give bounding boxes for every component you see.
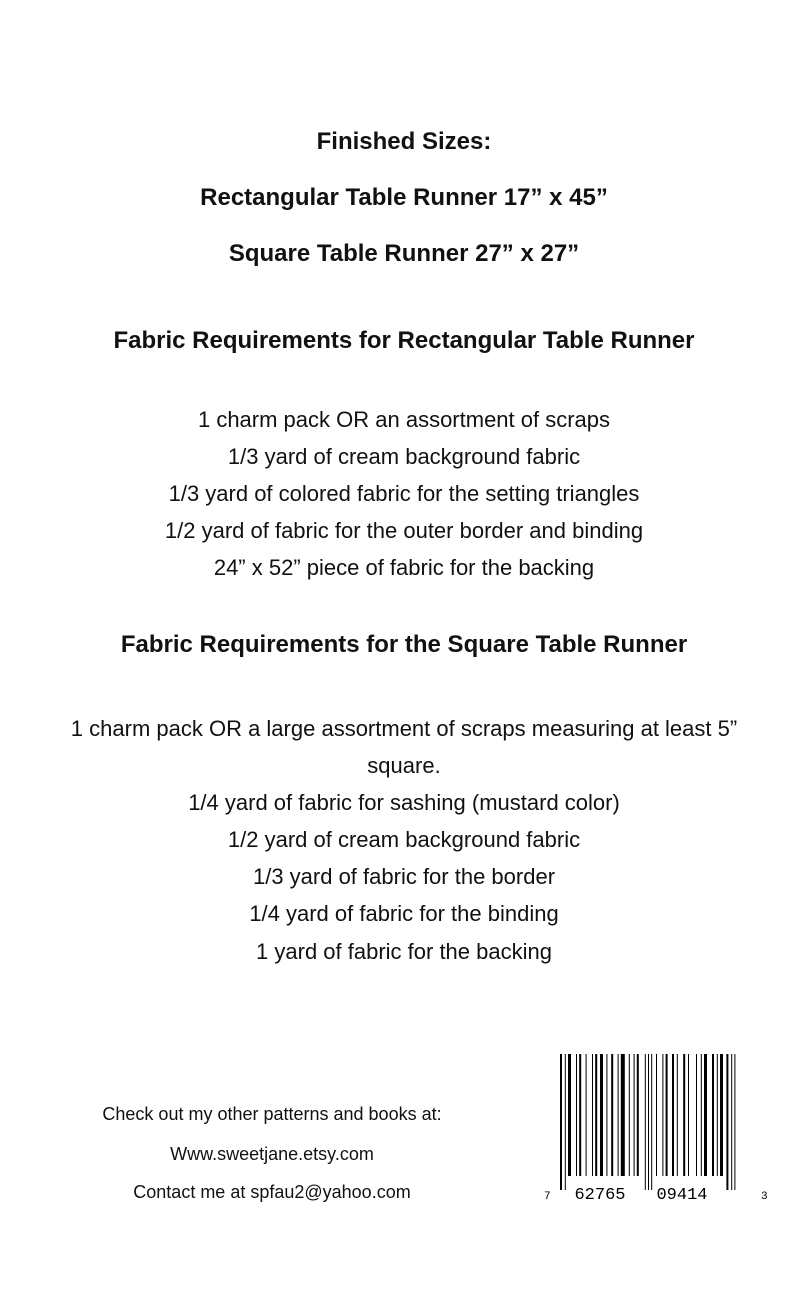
barcode-bar xyxy=(696,1054,697,1176)
barcode-bar xyxy=(595,1054,597,1176)
barcode-bar xyxy=(677,1054,678,1176)
barcode-graphic xyxy=(540,1050,770,1210)
rectangular-size-line: Rectangular Table Runner 17” x 45” xyxy=(200,184,608,211)
barcode-bar xyxy=(726,1054,728,1190)
square-item-first: 1 charm pack OR a large assortment of scraps measuring at least 5” xyxy=(70,716,738,741)
barcode-digit-left: 7 xyxy=(544,1191,551,1203)
rect-requirements-heading: Fabric Requirements for Rectangular Table Runner xyxy=(113,327,695,354)
barcode-bar xyxy=(560,1054,562,1190)
barcode-bar xyxy=(662,1054,663,1176)
barcode-bar xyxy=(629,1054,630,1176)
footer-patterns-line: Check out my other patterns and books at: xyxy=(102,1104,442,1124)
barcode-bar xyxy=(648,1054,649,1190)
barcode-bar xyxy=(717,1054,718,1176)
barcode-bar xyxy=(592,1054,593,1176)
barcode-bar xyxy=(712,1054,714,1176)
barcode-bar xyxy=(734,1054,735,1190)
barcode-bar xyxy=(704,1054,707,1176)
rect-item: 1/3 yard of colored fabric for the setting triangles xyxy=(168,481,640,506)
finished-sizes-heading: Finished Sizes: xyxy=(316,128,492,155)
barcode-bar xyxy=(606,1054,607,1176)
barcode-bar xyxy=(600,1054,603,1176)
barcode-bar xyxy=(568,1054,571,1176)
barcode-bar xyxy=(666,1054,668,1176)
square-item: 1 yard of fabric for the backing xyxy=(256,939,552,964)
barcode-bar xyxy=(579,1054,581,1176)
barcode-bar xyxy=(637,1054,639,1176)
barcode-bar xyxy=(611,1054,613,1176)
rect-item: 1/3 yard of cream background fabric xyxy=(227,444,581,469)
barcode-digit-right: 3 xyxy=(761,1191,768,1203)
barcode-bar xyxy=(645,1054,646,1190)
square-item: 1/3 yard of fabric for the border xyxy=(252,864,556,889)
barcode-bar xyxy=(656,1054,657,1176)
barcode-bar xyxy=(651,1054,652,1190)
barcode-bar xyxy=(565,1054,566,1190)
rect-item: 1/2 yard of fabric for the outer border and binding xyxy=(164,518,644,543)
rect-item: 24” x 52” piece of fabric for the backing xyxy=(213,555,595,580)
barcode-bar xyxy=(683,1054,685,1176)
rect-item: 1 charm pack OR an assortment of scraps xyxy=(197,407,611,432)
barcode-group-2: 09414 xyxy=(656,1186,708,1205)
barcode-bar xyxy=(586,1054,587,1176)
square-item: 1/4 yard of fabric for the binding xyxy=(249,901,559,926)
square-item: 1/2 yard of cream background fabric xyxy=(227,827,581,852)
barcode-bar xyxy=(576,1054,577,1176)
square-size-line: Square Table Runner 27” x 27” xyxy=(228,240,580,267)
barcode-bar xyxy=(720,1054,723,1176)
footer-website: Www.sweetjane.etsy.com xyxy=(170,1144,374,1164)
barcode-bar xyxy=(672,1054,674,1176)
footer-contact-email: Contact me at spfau2@yahoo.com xyxy=(133,1182,411,1202)
barcode xyxy=(540,1050,770,1210)
barcode-bar xyxy=(634,1054,635,1176)
barcode-group-1: 62765 xyxy=(574,1186,626,1205)
barcode-bar xyxy=(618,1054,619,1176)
barcode-bar xyxy=(731,1054,732,1190)
barcode-bar xyxy=(688,1054,689,1176)
barcode-bar xyxy=(621,1054,625,1176)
square-item-first-wrap: square. xyxy=(367,753,441,778)
barcode-bar xyxy=(701,1054,702,1176)
square-item: 1/4 yard of fabric for sashing (mustard color) xyxy=(188,790,620,815)
square-requirements-heading: Fabric Requirements for the Square Table Runner xyxy=(120,631,688,658)
